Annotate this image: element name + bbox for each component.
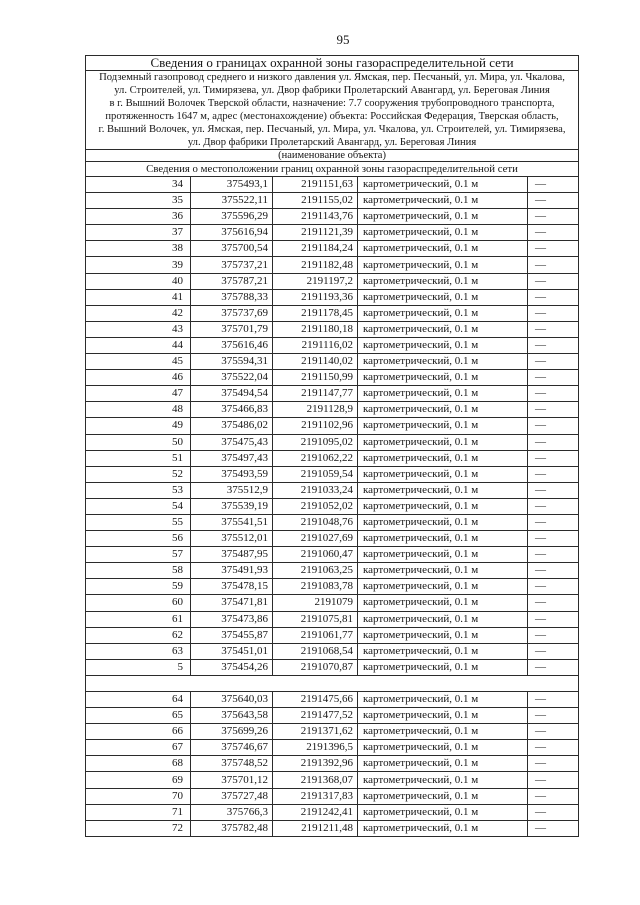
x-coordinate: 375748,52 <box>191 756 273 772</box>
point-number: 38 <box>86 241 191 257</box>
table-row <box>86 337 579 353</box>
x-coordinate: 375737,69 <box>191 305 273 321</box>
table-row <box>86 659 579 675</box>
note-dash: — <box>528 370 579 386</box>
y-coordinate: 2191063,25 <box>273 563 358 579</box>
note-dash: — <box>528 386 579 402</box>
note-dash: — <box>528 547 579 563</box>
note-dash: — <box>528 595 579 611</box>
determination-method: картометрический, 0.1 м <box>358 547 528 563</box>
table-row <box>86 305 579 321</box>
y-coordinate: 2191027,69 <box>273 531 358 547</box>
point-number: 50 <box>86 434 191 450</box>
determination-method: картометрический, 0.1 м <box>358 611 528 627</box>
object-description-line: ул. Строителей, ул. Тимирязева, ул. Двор фабрики Пролетарский Авангард, ул. Береговая Линия <box>114 85 550 96</box>
x-coordinate: 375616,46 <box>191 337 273 353</box>
y-coordinate: 2191102,96 <box>273 418 358 434</box>
note-dash: — <box>528 531 579 547</box>
note-dash: — <box>528 241 579 257</box>
section-title-row <box>86 162 579 177</box>
determination-method: картометрический, 0.1 м <box>358 820 528 836</box>
x-coordinate: 375699,26 <box>191 724 273 740</box>
y-coordinate: 2191178,45 <box>273 305 358 321</box>
y-coordinate: 2191033,24 <box>273 482 358 498</box>
object-caption-row <box>86 150 579 162</box>
x-coordinate: 375497,43 <box>191 450 273 466</box>
note-dash: — <box>528 337 579 353</box>
x-coordinate: 375466,83 <box>191 402 273 418</box>
determination-method: картометрический, 0.1 м <box>358 708 528 724</box>
object-name-caption: (наименование объекта) <box>86 150 579 162</box>
point-number: 58 <box>86 563 191 579</box>
table-row <box>86 257 579 273</box>
x-coordinate: 375616,94 <box>191 225 273 241</box>
table-row <box>86 804 579 820</box>
title-row <box>86 56 579 71</box>
point-number: 55 <box>86 514 191 530</box>
x-coordinate: 375541,51 <box>191 514 273 530</box>
determination-method: картометрический, 0.1 м <box>358 692 528 708</box>
point-number: 59 <box>86 579 191 595</box>
point-number: 66 <box>86 724 191 740</box>
note-dash: — <box>528 225 579 241</box>
point-number: 44 <box>86 337 191 353</box>
y-coordinate: 2191048,76 <box>273 514 358 530</box>
point-number: 68 <box>86 756 191 772</box>
point-number: 36 <box>86 209 191 225</box>
y-coordinate: 2191211,48 <box>273 820 358 836</box>
point-number: 42 <box>86 305 191 321</box>
x-coordinate: 375486,02 <box>191 418 273 434</box>
x-coordinate: 375493,59 <box>191 466 273 482</box>
y-coordinate: 2191059,54 <box>273 466 358 482</box>
point-number: 54 <box>86 498 191 514</box>
y-coordinate: 2191095,02 <box>273 434 358 450</box>
y-coordinate: 2191180,18 <box>273 321 358 337</box>
determination-method: картометрический, 0.1 м <box>358 225 528 241</box>
table-row <box>86 434 579 450</box>
point-number: 40 <box>86 273 191 289</box>
note-dash: — <box>528 402 579 418</box>
x-coordinate: 375522,11 <box>191 193 273 209</box>
determination-method: картометрический, 0.1 м <box>358 772 528 788</box>
y-coordinate: 2191147,77 <box>273 386 358 402</box>
object-description-line: ул. Двор фабрики Пролетарский Авангард, ул. Береговая Линия <box>187 137 477 148</box>
y-coordinate: 2191128,9 <box>273 402 358 418</box>
table-row <box>86 692 579 708</box>
note-dash: — <box>528 756 579 772</box>
x-coordinate: 375471,81 <box>191 595 273 611</box>
y-coordinate: 2191182,48 <box>273 257 358 273</box>
point-number: 64 <box>86 692 191 708</box>
point-number: 69 <box>86 772 191 788</box>
determination-method: картометрический, 0.1 м <box>358 209 528 225</box>
note-dash: — <box>528 418 579 434</box>
note-dash: — <box>528 804 579 820</box>
point-number: 45 <box>86 354 191 370</box>
y-coordinate: 2191242,41 <box>273 804 358 820</box>
point-number: 57 <box>86 547 191 563</box>
y-coordinate: 2191392,96 <box>273 756 358 772</box>
x-coordinate: 375512,9 <box>191 482 273 498</box>
note-dash: — <box>528 708 579 724</box>
table-row <box>86 708 579 724</box>
determination-method: картометрический, 0.1 м <box>358 193 528 209</box>
table-row <box>86 643 579 659</box>
point-number: 72 <box>86 820 191 836</box>
note-dash: — <box>528 305 579 321</box>
y-coordinate: 2191062,22 <box>273 450 358 466</box>
x-coordinate: 375478,15 <box>191 579 273 595</box>
table-row <box>86 756 579 772</box>
table-row <box>86 321 579 337</box>
note-dash: — <box>528 498 579 514</box>
point-number: 56 <box>86 531 191 547</box>
y-coordinate: 2191083,78 <box>273 579 358 595</box>
table-row <box>86 498 579 514</box>
determination-method: картометрический, 0.1 м <box>358 289 528 305</box>
note-dash: — <box>528 627 579 643</box>
point-number: 67 <box>86 740 191 756</box>
determination-method: картометрический, 0.1 м <box>358 450 528 466</box>
object-description-line: Подземный газопровод среднего и низкого давления ул. Ямская, пер. Песчаный, ул. Мира, ул. Чкалова, <box>99 72 565 83</box>
table-row <box>86 225 579 241</box>
point-number: 5 <box>86 659 191 675</box>
x-coordinate: 375766,3 <box>191 804 273 820</box>
contour-separator-row <box>86 675 579 691</box>
point-number: 63 <box>86 643 191 659</box>
note-dash: — <box>528 177 579 193</box>
point-number: 46 <box>86 370 191 386</box>
determination-method: картометрический, 0.1 м <box>358 257 528 273</box>
point-number: 47 <box>86 386 191 402</box>
table-row <box>86 241 579 257</box>
x-coordinate: 375727,48 <box>191 788 273 804</box>
note-dash: — <box>528 466 579 482</box>
determination-method: картометрический, 0.1 м <box>358 563 528 579</box>
object-description-line: г. Вышний Волочек, ул. Ямская, пер. Песчаный, ул. Мира, ул. Чкалова, ул. Строителей, ул. Тимирязева, <box>98 124 566 135</box>
x-coordinate: 375788,33 <box>191 289 273 305</box>
determination-method: картометрический, 0.1 м <box>358 177 528 193</box>
determination-method: картометрический, 0.1 м <box>358 386 528 402</box>
y-coordinate: 2191396,5 <box>273 740 358 756</box>
note-dash: — <box>528 724 579 740</box>
y-coordinate: 2191052,02 <box>273 498 358 514</box>
table-row <box>86 531 579 547</box>
point-number: 65 <box>86 708 191 724</box>
determination-method: картометрический, 0.1 м <box>358 370 528 386</box>
table-title: Сведения о границах охранной зоны газораспределительной сети <box>86 56 579 71</box>
y-coordinate: 2191068,54 <box>273 643 358 659</box>
point-number: 71 <box>86 804 191 820</box>
determination-method: картометрический, 0.1 м <box>358 402 528 418</box>
note-dash: — <box>528 579 579 595</box>
y-coordinate: 2191477,52 <box>273 708 358 724</box>
table-row <box>86 354 579 370</box>
note-dash: — <box>528 788 579 804</box>
determination-method: картометрический, 0.1 м <box>358 595 528 611</box>
y-coordinate: 2191116,02 <box>273 337 358 353</box>
note-dash: — <box>528 193 579 209</box>
x-coordinate: 375539,19 <box>191 498 273 514</box>
determination-method: картометрический, 0.1 м <box>358 740 528 756</box>
note-dash: — <box>528 692 579 708</box>
point-number: 53 <box>86 482 191 498</box>
point-number: 62 <box>86 627 191 643</box>
point-number: 51 <box>86 450 191 466</box>
protection-zone-table <box>85 55 579 837</box>
determination-method: картометрический, 0.1 м <box>358 659 528 675</box>
object-description-row <box>86 71 579 150</box>
note-dash: — <box>528 354 579 370</box>
table-row <box>86 273 579 289</box>
table-row <box>86 627 579 643</box>
x-coordinate: 375493,1 <box>191 177 273 193</box>
determination-method: картометрический, 0.1 м <box>358 531 528 547</box>
point-number: 48 <box>86 402 191 418</box>
x-coordinate: 375737,21 <box>191 257 273 273</box>
point-number: 35 <box>86 193 191 209</box>
y-coordinate: 2191193,36 <box>273 289 358 305</box>
table-row <box>86 386 579 402</box>
point-number: 41 <box>86 289 191 305</box>
point-number: 61 <box>86 611 191 627</box>
note-dash: — <box>528 611 579 627</box>
note-dash: — <box>528 820 579 836</box>
note-dash: — <box>528 273 579 289</box>
note-dash: — <box>528 659 579 675</box>
table-row <box>86 514 579 530</box>
note-dash: — <box>528 772 579 788</box>
point-number: 52 <box>86 466 191 482</box>
x-coordinate: 375512,01 <box>191 531 273 547</box>
point-number: 60 <box>86 595 191 611</box>
x-coordinate: 375643,58 <box>191 708 273 724</box>
table-row <box>86 820 579 836</box>
y-coordinate: 2191317,83 <box>273 788 358 804</box>
table-row <box>86 193 579 209</box>
note-dash: — <box>528 563 579 579</box>
x-coordinate: 375451,01 <box>191 643 273 659</box>
table-row <box>86 209 579 225</box>
y-coordinate: 2191121,39 <box>273 225 358 241</box>
y-coordinate: 2191184,24 <box>273 241 358 257</box>
y-coordinate: 2191197,2 <box>273 273 358 289</box>
table-row <box>86 418 579 434</box>
determination-method: картометрический, 0.1 м <box>358 305 528 321</box>
x-coordinate: 375491,93 <box>191 563 273 579</box>
y-coordinate: 2191140,02 <box>273 354 358 370</box>
y-coordinate: 2191061,77 <box>273 627 358 643</box>
x-coordinate: 375782,48 <box>191 820 273 836</box>
y-coordinate: 2191075,81 <box>273 611 358 627</box>
determination-method: картометрический, 0.1 м <box>358 514 528 530</box>
determination-method: картометрический, 0.1 м <box>358 466 528 482</box>
table-row <box>86 466 579 482</box>
x-coordinate: 375746,67 <box>191 740 273 756</box>
x-coordinate: 375640,03 <box>191 692 273 708</box>
x-coordinate: 375455,87 <box>191 627 273 643</box>
note-dash: — <box>528 434 579 450</box>
object-description-line: в г. Вышний Волочек Тверской области, назначение: 7.7 сооружения трубопроводного транспорта, <box>109 98 555 109</box>
y-coordinate: 2191155,02 <box>273 193 358 209</box>
point-number: 43 <box>86 321 191 337</box>
section-title: Сведения о местоположении границ охранной зоны газораспределительной сети <box>86 162 579 177</box>
determination-method: картометрический, 0.1 м <box>358 418 528 434</box>
table-row <box>86 482 579 498</box>
determination-method: картометрический, 0.1 м <box>358 241 528 257</box>
determination-method: картометрический, 0.1 м <box>358 643 528 659</box>
determination-method: картометрический, 0.1 м <box>358 354 528 370</box>
determination-method: картометрический, 0.1 м <box>358 724 528 740</box>
determination-method: картометрический, 0.1 м <box>358 337 528 353</box>
point-number: 39 <box>86 257 191 273</box>
point-number: 34 <box>86 177 191 193</box>
empty-separator-cell <box>86 675 579 691</box>
note-dash: — <box>528 321 579 337</box>
table-row <box>86 370 579 386</box>
y-coordinate: 2191151,63 <box>273 177 358 193</box>
y-coordinate: 2191060,47 <box>273 547 358 563</box>
x-coordinate: 375596,29 <box>191 209 273 225</box>
table-row <box>86 740 579 756</box>
object-description-line: протяженность 1647 м, адрес (местонахождение) объекта: Российская Федерация, Тверская область, <box>105 111 559 122</box>
note-dash: — <box>528 740 579 756</box>
determination-method: картометрический, 0.1 м <box>358 498 528 514</box>
table-row <box>86 177 579 193</box>
note-dash: — <box>528 450 579 466</box>
point-number: 49 <box>86 418 191 434</box>
x-coordinate: 375454,26 <box>191 659 273 675</box>
x-coordinate: 375594,31 <box>191 354 273 370</box>
determination-method: картометрический, 0.1 м <box>358 627 528 643</box>
x-coordinate: 375787,21 <box>191 273 273 289</box>
x-coordinate: 375522,04 <box>191 370 273 386</box>
table-row <box>86 788 579 804</box>
table-row <box>86 547 579 563</box>
determination-method: картометрический, 0.1 м <box>358 788 528 804</box>
x-coordinate: 375701,12 <box>191 772 273 788</box>
determination-method: картометрический, 0.1 м <box>358 273 528 289</box>
determination-method: картометрический, 0.1 м <box>358 482 528 498</box>
page-number: 95 <box>336 32 350 47</box>
determination-method: картометрический, 0.1 м <box>358 756 528 772</box>
x-coordinate: 375487,95 <box>191 547 273 563</box>
x-coordinate: 375701,79 <box>191 321 273 337</box>
x-coordinate: 375700,54 <box>191 241 273 257</box>
determination-method: картометрический, 0.1 м <box>358 434 528 450</box>
table-row <box>86 772 579 788</box>
x-coordinate: 375473,86 <box>191 611 273 627</box>
table-row <box>86 595 579 611</box>
x-coordinate: 375475,43 <box>191 434 273 450</box>
note-dash: — <box>528 289 579 305</box>
y-coordinate: 2191143,76 <box>273 209 358 225</box>
table-row <box>86 611 579 627</box>
table-row <box>86 450 579 466</box>
determination-method: картометрический, 0.1 м <box>358 321 528 337</box>
determination-method: картометрический, 0.1 м <box>358 579 528 595</box>
object-description <box>86 71 579 150</box>
table-row <box>86 563 579 579</box>
table-row <box>86 724 579 740</box>
y-coordinate: 2191150,99 <box>273 370 358 386</box>
note-dash: — <box>528 643 579 659</box>
note-dash: — <box>528 482 579 498</box>
y-coordinate: 2191368,07 <box>273 772 358 788</box>
note-dash: — <box>528 514 579 530</box>
note-dash: — <box>528 209 579 225</box>
note-dash: — <box>528 257 579 273</box>
x-coordinate: 375494,54 <box>191 386 273 402</box>
y-coordinate: 2191475,66 <box>273 692 358 708</box>
y-coordinate: 2191371,62 <box>273 724 358 740</box>
y-coordinate: 2191079 <box>273 595 358 611</box>
table-row <box>86 579 579 595</box>
determination-method: картометрический, 0.1 м <box>358 804 528 820</box>
point-number: 37 <box>86 225 191 241</box>
table-row <box>86 289 579 305</box>
point-number: 70 <box>86 788 191 804</box>
y-coordinate: 2191070,87 <box>273 659 358 675</box>
table-row <box>86 402 579 418</box>
